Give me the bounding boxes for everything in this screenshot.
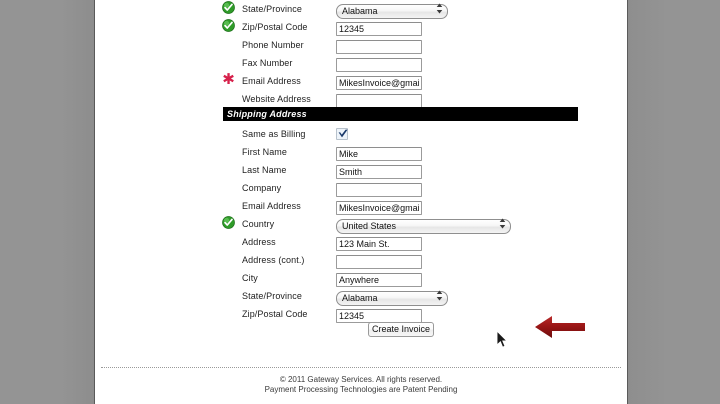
footer bbox=[95, 375, 627, 395]
label-billing-website-address: Website Address bbox=[242, 94, 311, 104]
form-row-billing-fax-number bbox=[95, 54, 627, 72]
control-billing-zip-postal-code bbox=[336, 19, 422, 37]
label-shipping-zip-postal-code: Zip/Postal Code bbox=[242, 309, 308, 319]
shipping-country-select[interactable] bbox=[336, 219, 511, 234]
red-asterisk-required-icon: ✱ bbox=[222, 70, 235, 88]
control-billing-fax-number bbox=[336, 55, 422, 73]
footer-divider bbox=[101, 367, 621, 368]
shipping-address-cont-input[interactable] bbox=[336, 255, 422, 269]
shipping-company-input[interactable] bbox=[336, 183, 422, 197]
form-row-shipping-address-cont bbox=[95, 251, 627, 269]
control-shipping-address bbox=[336, 234, 422, 252]
billing-fax-number-input[interactable] bbox=[336, 58, 422, 72]
form-row-billing-website-address bbox=[95, 90, 627, 108]
shipping-address-section-header: Shipping Address bbox=[223, 107, 578, 121]
red-asterisk-icon-slot bbox=[222, 70, 236, 88]
form-row-shipping-address bbox=[95, 233, 627, 251]
page-background-right bbox=[628, 0, 720, 404]
control-billing-phone-number bbox=[336, 37, 422, 55]
control-shipping-last-name bbox=[336, 162, 422, 180]
form-row-shipping-state-province bbox=[95, 287, 627, 305]
label-shipping-country: Country bbox=[242, 219, 275, 229]
green-check-icon-slot bbox=[222, 216, 236, 230]
form-row-billing-email-address bbox=[95, 72, 627, 90]
form-row-shipping-first-name bbox=[95, 143, 627, 161]
shipping-last-name-input[interactable] bbox=[336, 165, 422, 179]
form-row-billing-state-province bbox=[95, 0, 627, 18]
control-shipping-first-name bbox=[336, 144, 422, 162]
shipping-state-province-select[interactable] bbox=[336, 291, 448, 306]
shipping-zip-postal-code-input[interactable] bbox=[336, 309, 422, 323]
label-billing-phone-number: Phone Number bbox=[242, 40, 304, 50]
form-row-shipping-city bbox=[95, 269, 627, 287]
control-shipping-company bbox=[336, 180, 422, 198]
form-row-same-as-billing bbox=[95, 125, 627, 143]
control-shipping-country bbox=[336, 216, 511, 234]
label-shipping-state-province: State/Province bbox=[242, 291, 302, 301]
shipping-country-select-wrapper bbox=[336, 216, 511, 234]
label-billing-email-address: Email Address bbox=[242, 76, 301, 86]
label-shipping-last-name: Last Name bbox=[242, 165, 287, 175]
billing-state-province-select-wrapper bbox=[336, 1, 448, 19]
control-shipping-state-province bbox=[336, 288, 448, 306]
label-billing-fax-number: Fax Number bbox=[242, 58, 293, 68]
checkmark-icon bbox=[337, 128, 349, 140]
shipping-address-input[interactable] bbox=[336, 237, 422, 251]
label-shipping-first-name: First Name bbox=[242, 147, 288, 157]
label-billing-state-province: State/Province bbox=[242, 4, 302, 14]
form-row-shipping-email-address bbox=[95, 197, 627, 215]
create-invoice-button[interactable]: Create Invoice bbox=[368, 322, 434, 337]
billing-phone-number-input[interactable] bbox=[336, 40, 422, 54]
billing-zip-postal-code-input[interactable] bbox=[336, 22, 422, 36]
label-shipping-address-cont: Address (cont.) bbox=[242, 255, 305, 265]
shipping-email-address-input[interactable] bbox=[336, 201, 422, 215]
same-as-billing-checkbox[interactable] bbox=[336, 128, 348, 140]
footer-patent-line: Payment Processing Technologies are Patent Pending bbox=[264, 385, 458, 394]
form-row-billing-phone-number bbox=[95, 36, 627, 54]
control-shipping-address-cont bbox=[336, 252, 422, 270]
label-shipping-address: Address bbox=[242, 237, 276, 247]
billing-email-address-input[interactable] bbox=[336, 76, 422, 90]
control-shipping-email-address bbox=[336, 198, 422, 216]
control-shipping-city bbox=[336, 270, 422, 288]
form-row-billing-zip-postal-code bbox=[95, 18, 627, 36]
label-shipping-city: City bbox=[242, 273, 258, 283]
label-shipping-company: Company bbox=[242, 183, 282, 193]
green-check-icon-slot bbox=[222, 19, 236, 33]
control-billing-email-address bbox=[336, 73, 422, 91]
green-check-icon-slot bbox=[222, 1, 236, 15]
form-row-shipping-last-name bbox=[95, 161, 627, 179]
shipping-first-name-input[interactable] bbox=[336, 147, 422, 161]
label-shipping-email-address: Email Address bbox=[242, 201, 301, 211]
green-check-icon bbox=[222, 1, 235, 14]
billing-state-province-select[interactable] bbox=[336, 4, 448, 19]
label-same-as-billing: Same as Billing bbox=[242, 129, 306, 139]
form-row-shipping-company bbox=[95, 179, 627, 197]
shipping-city-input[interactable] bbox=[336, 273, 422, 287]
footer-copyright-line: © 2011 Gateway Services. All rights reserved. bbox=[279, 375, 443, 384]
browser-content-area bbox=[94, 0, 628, 404]
control-billing-state-province bbox=[336, 1, 448, 19]
green-check-icon bbox=[222, 19, 235, 32]
shipping-state-province-select-wrapper bbox=[336, 288, 448, 306]
green-check-icon bbox=[222, 216, 235, 229]
label-billing-zip-postal-code: Zip/Postal Code bbox=[242, 22, 308, 32]
mouse-cursor-icon bbox=[496, 331, 508, 349]
form-row-shipping-country bbox=[95, 215, 627, 233]
annotation-arrow-icon bbox=[535, 316, 585, 338]
billing-website-address-input[interactable] bbox=[336, 94, 422, 108]
